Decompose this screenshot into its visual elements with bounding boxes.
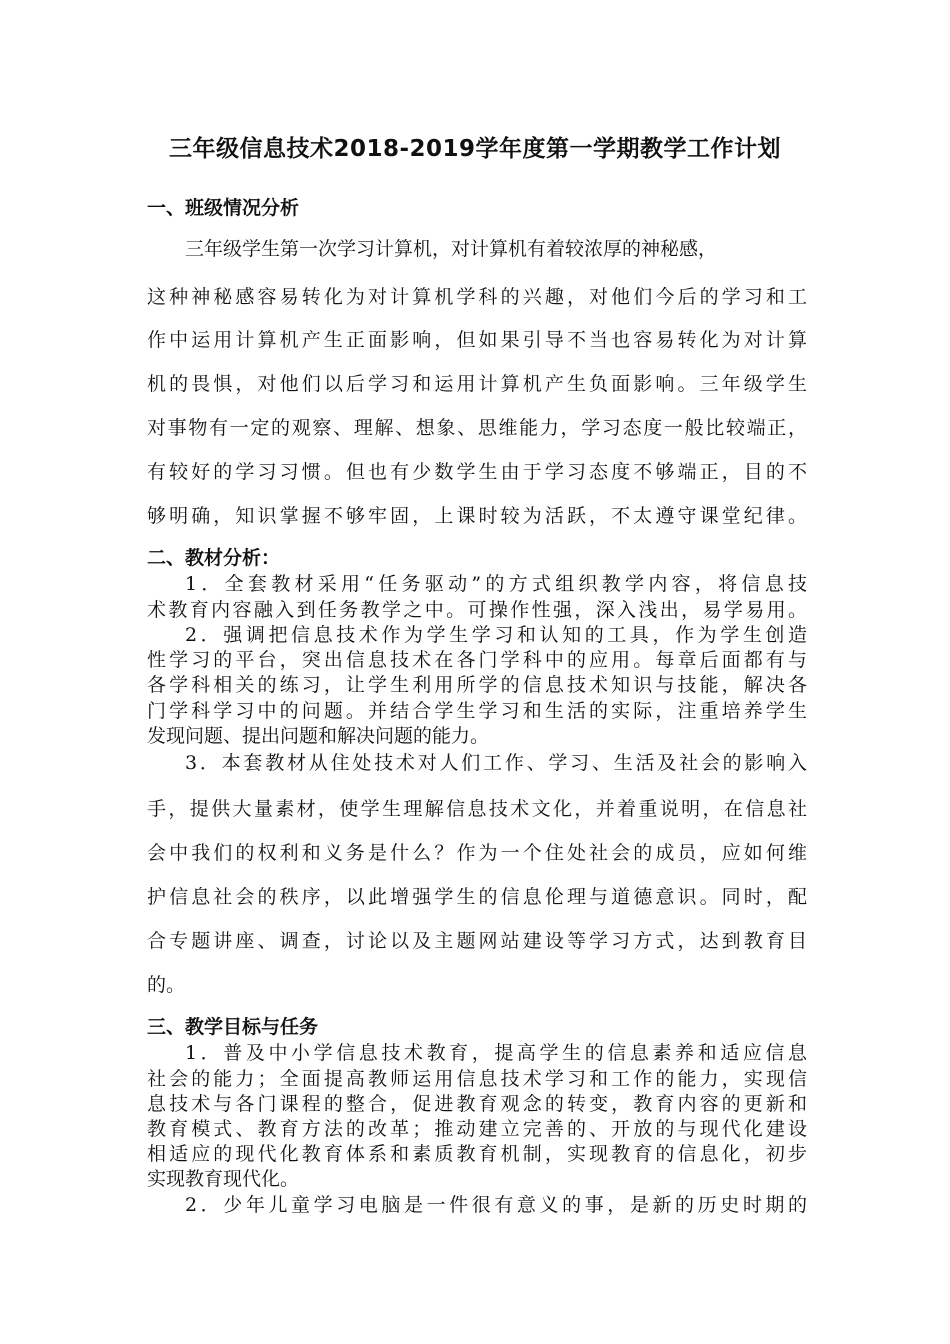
paragraph-line: 发现问题、提出问题和解决问题的能力。 [147, 725, 490, 747]
paragraph-line: 的。 [147, 974, 186, 996]
paragraph-line: 有较好的学习习惯。但也有少数学生由于学习态度不够端正，目的不 [147, 461, 807, 483]
paragraph-line: 这种神秘感容易转化为对计算机学科的兴趣，对他们今后的学习和工 [147, 286, 807, 308]
document-title: 三年级信息技术2018-2019学年度第一学期教学工作计划 [168, 136, 782, 162]
paragraph-line: 教育模式、教育方法的改革；推动建立完善的、开放的与现代化建设 [147, 1118, 807, 1140]
paragraph-line: 会中我们的权利和义务是什么？作为一个住处社会的成员，应如何维 [147, 842, 807, 864]
paragraph-line: 实现教育现代化。 [147, 1168, 300, 1190]
paragraph-line: 合专题讲座、调查，讨论以及主题网站建设等学习方式，达到教育目 [147, 930, 807, 952]
paragraph-line: 息技术与各门课程的整合，促进教育观念的转变，教育内容的更新和 [147, 1093, 807, 1115]
paragraph-line: 各学科相关的练习，让学生利用所学的信息技术知识与技能，解决各 [147, 674, 807, 696]
paragraph-line: 够明确，知识掌握不够牢固，上课时较为活跃，不太遵守课堂纪律。 [147, 505, 807, 527]
paragraph-line: 手，提供大量素材，使学生理解信息技术文化，并着重说明，在信息社 [147, 798, 807, 820]
paragraph-line: 机的畏惧，对他们以后学习和运用计算机产生负面影响。三年级学生 [147, 373, 807, 395]
paragraph-line: 相适应的现代化教育体系和素质教育机制，实现教育的信息化，初步 [147, 1143, 807, 1165]
paragraph-line: 术教育内容融入到任务教学之中。可操作性强，深入浅出，易学易用。 [147, 599, 807, 621]
paragraph-line: 3．本套教材从住处技术对人们工作、学习、生活及社会的影响入 [185, 752, 807, 774]
paragraph-line: 社会的能力；全面提高教师运用信息技术学习和工作的能力，实现信 [147, 1068, 807, 1090]
paragraph-line: 1．全套教材采用“任务驱动”的方式组织教学内容，将信息技 [185, 573, 807, 595]
paragraph-line: 三年级学生第一次学习计算机，对计算机有着较浓厚的神秘感， [185, 238, 718, 260]
paragraph-line: 2．少年儿童学习电脑是一件很有意义的事，是新的历史时期的 [185, 1194, 807, 1216]
section-heading-teaching-goals: 三、教学目标与任务 [147, 1016, 319, 1038]
paragraph-line: 2．强调把信息技术作为学生学习和认知的工具，作为学生创造 [185, 624, 807, 646]
paragraph-line: 作中运用计算机产生正面影响，但如果引导不当也容易转化为对计算 [147, 329, 807, 351]
section-heading-class-analysis: 一、班级情况分析 [147, 197, 300, 219]
paragraph-line: 对事物有一定的观察、理解、想象、思维能力，学习态度一般比较端正， [147, 417, 807, 439]
paragraph-line: 护信息社会的秩序，以此增强学生的信息伦理与道德意识。同时，配 [147, 886, 807, 908]
section-heading-textbook-analysis: 二、教材分析： [147, 547, 281, 569]
paragraph-line: 门学科学习中的问题。并结合学生学习和生活的实际，注重培养学生 [147, 700, 807, 722]
paragraph-line: 性学习的平台，突出信息技术在各门学科中的应用。每章后面都有与 [147, 649, 807, 671]
paragraph-line: 1．普及中小学信息技术教育，提高学生的信息素养和适应信息 [185, 1042, 807, 1064]
